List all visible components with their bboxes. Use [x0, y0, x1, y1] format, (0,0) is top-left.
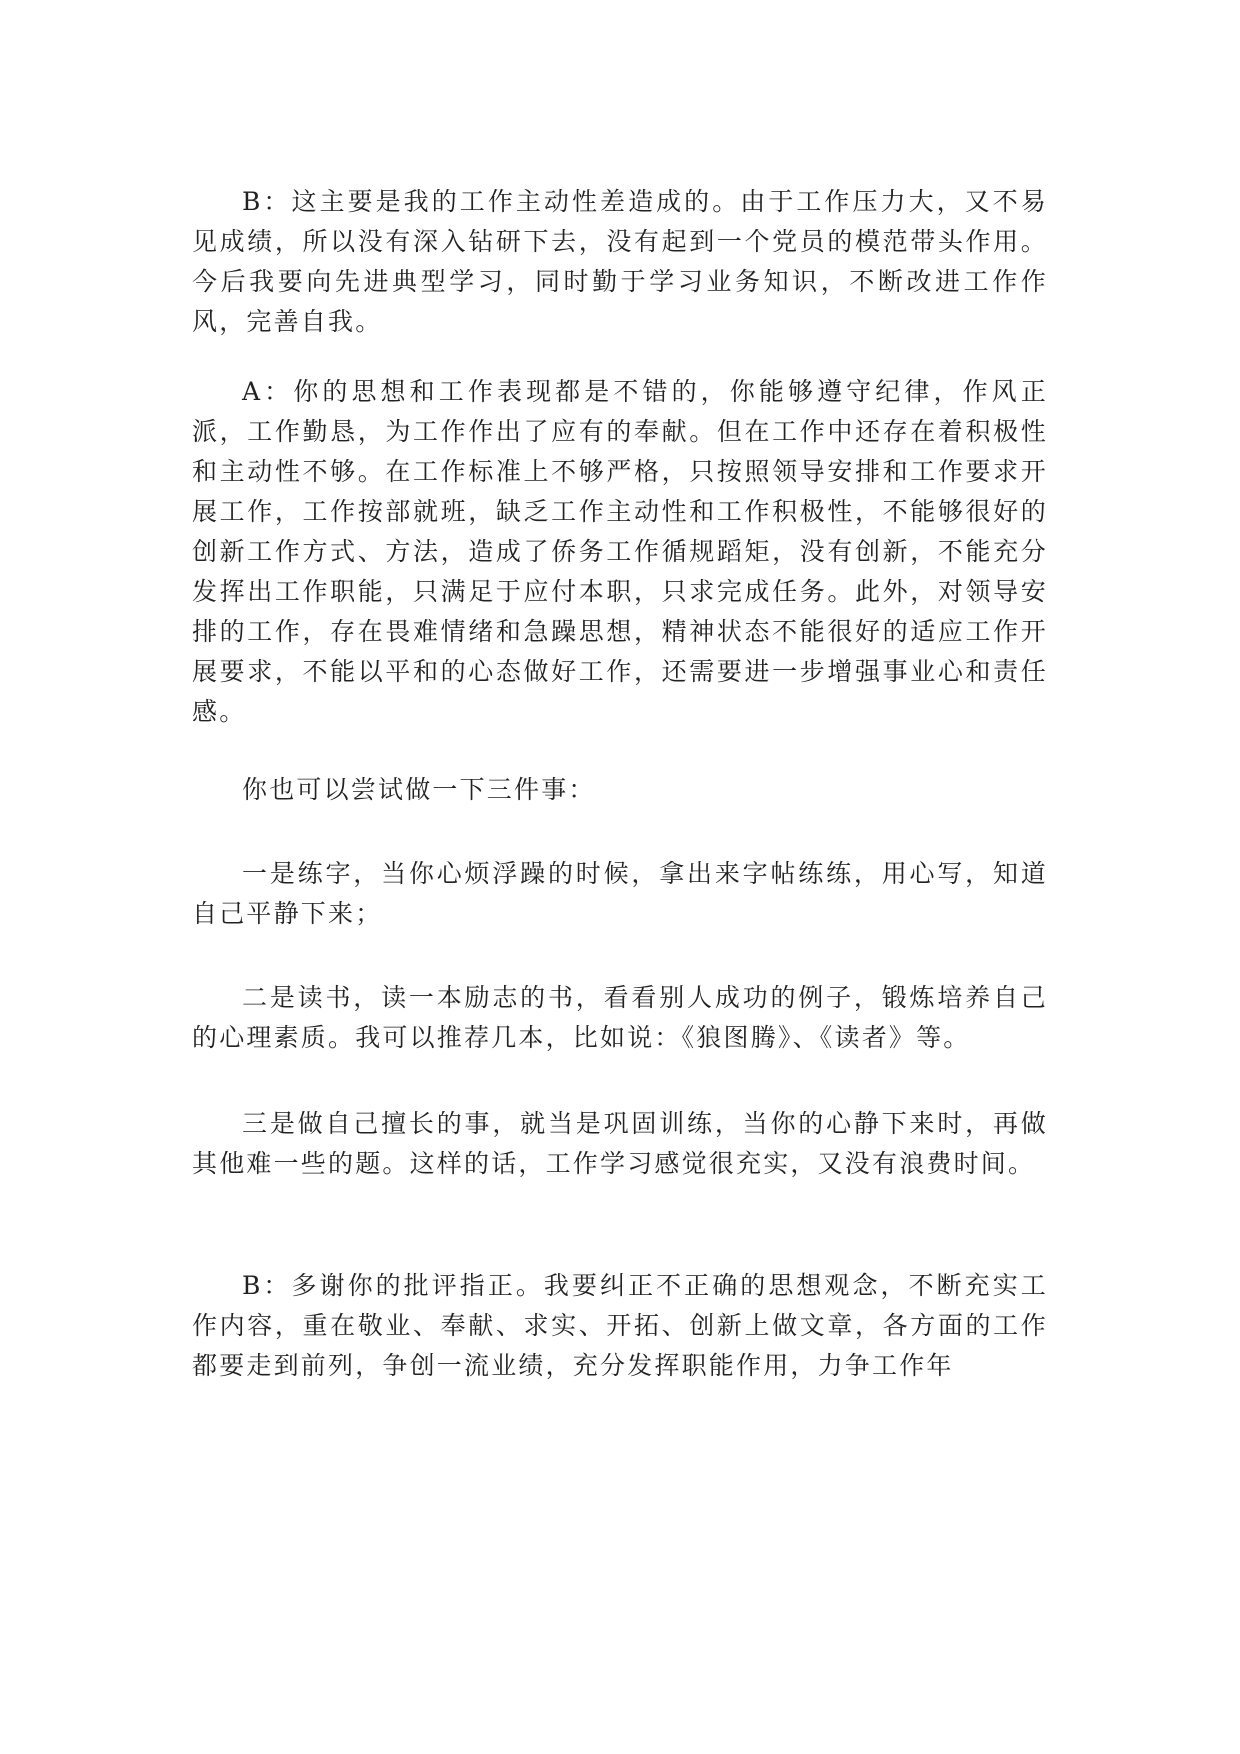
paragraph-item-two: 二是读书，读一本励志的书，看看别人成功的例子，锻炼培养自己的心理素质。我可以推荐几本，比如说：《狼图腾》、《读者》等。 — [192, 983, 1048, 1052]
paragraph-three-things-intro: 你也可以尝试做一下三件事： — [242, 775, 596, 804]
paragraph-a-feedback: A：你的思想和工作表现都是不错的，你能够遵守纪律，作风正派，工作勤恳，为工作作出了应有的奉献。但在工作中还存在着积极性和主动性不够。在工作标准上不够严格，只按照领导安排和工作要求开展工作，工作按部就班，缺乏工作主动性和工作积极性，不能够很好的创新工作方式、方法，造成了侨务工作循规蹈矩，没有创新，不能充分发挥出工作职能，只满足于应付本职，只求完成任务。此外，对领导安排的工作，存在畏难情绪和急躁思想，精神状态不能很好的适应工作开展要求，不能以平和的心态做好工作，还需要进一步增强事业心和责任感。 — [192, 377, 1048, 726]
paragraph-item-three: 三是做自己擅长的事，就当是巩固训练，当你的心静下来时，再做其他难一些的题。这样的话，工作学习感觉很充实，又没有浪费时间。 — [192, 1109, 1048, 1178]
paragraph-b-response-2: B：多谢你的批评指正。我要纠正不正确的思想观念，不断充实工作内容，重在敬业、奉献、求实、开拓、创新上做文章，各方面的工作都要走到前列，争创一流业绩，充分发挥职能作用，力争工作年 — [192, 1271, 1048, 1380]
paragraph-b-response-1: B：这主要是我的工作主动性差造成的。由于工作压力大，又不易见成绩，所以没有深入钻研下去，没有起到一个党员的模范带头作用。今后我要向先进典型学习，同时勤于学习业务知识，不断改进工作作风，完善自我。 — [192, 187, 1048, 336]
paragraph-item-one: 一是练字，当你心烦浮躁的时候，拿出来字帖练练，用心写，知道自己平静下来； — [192, 859, 1048, 928]
